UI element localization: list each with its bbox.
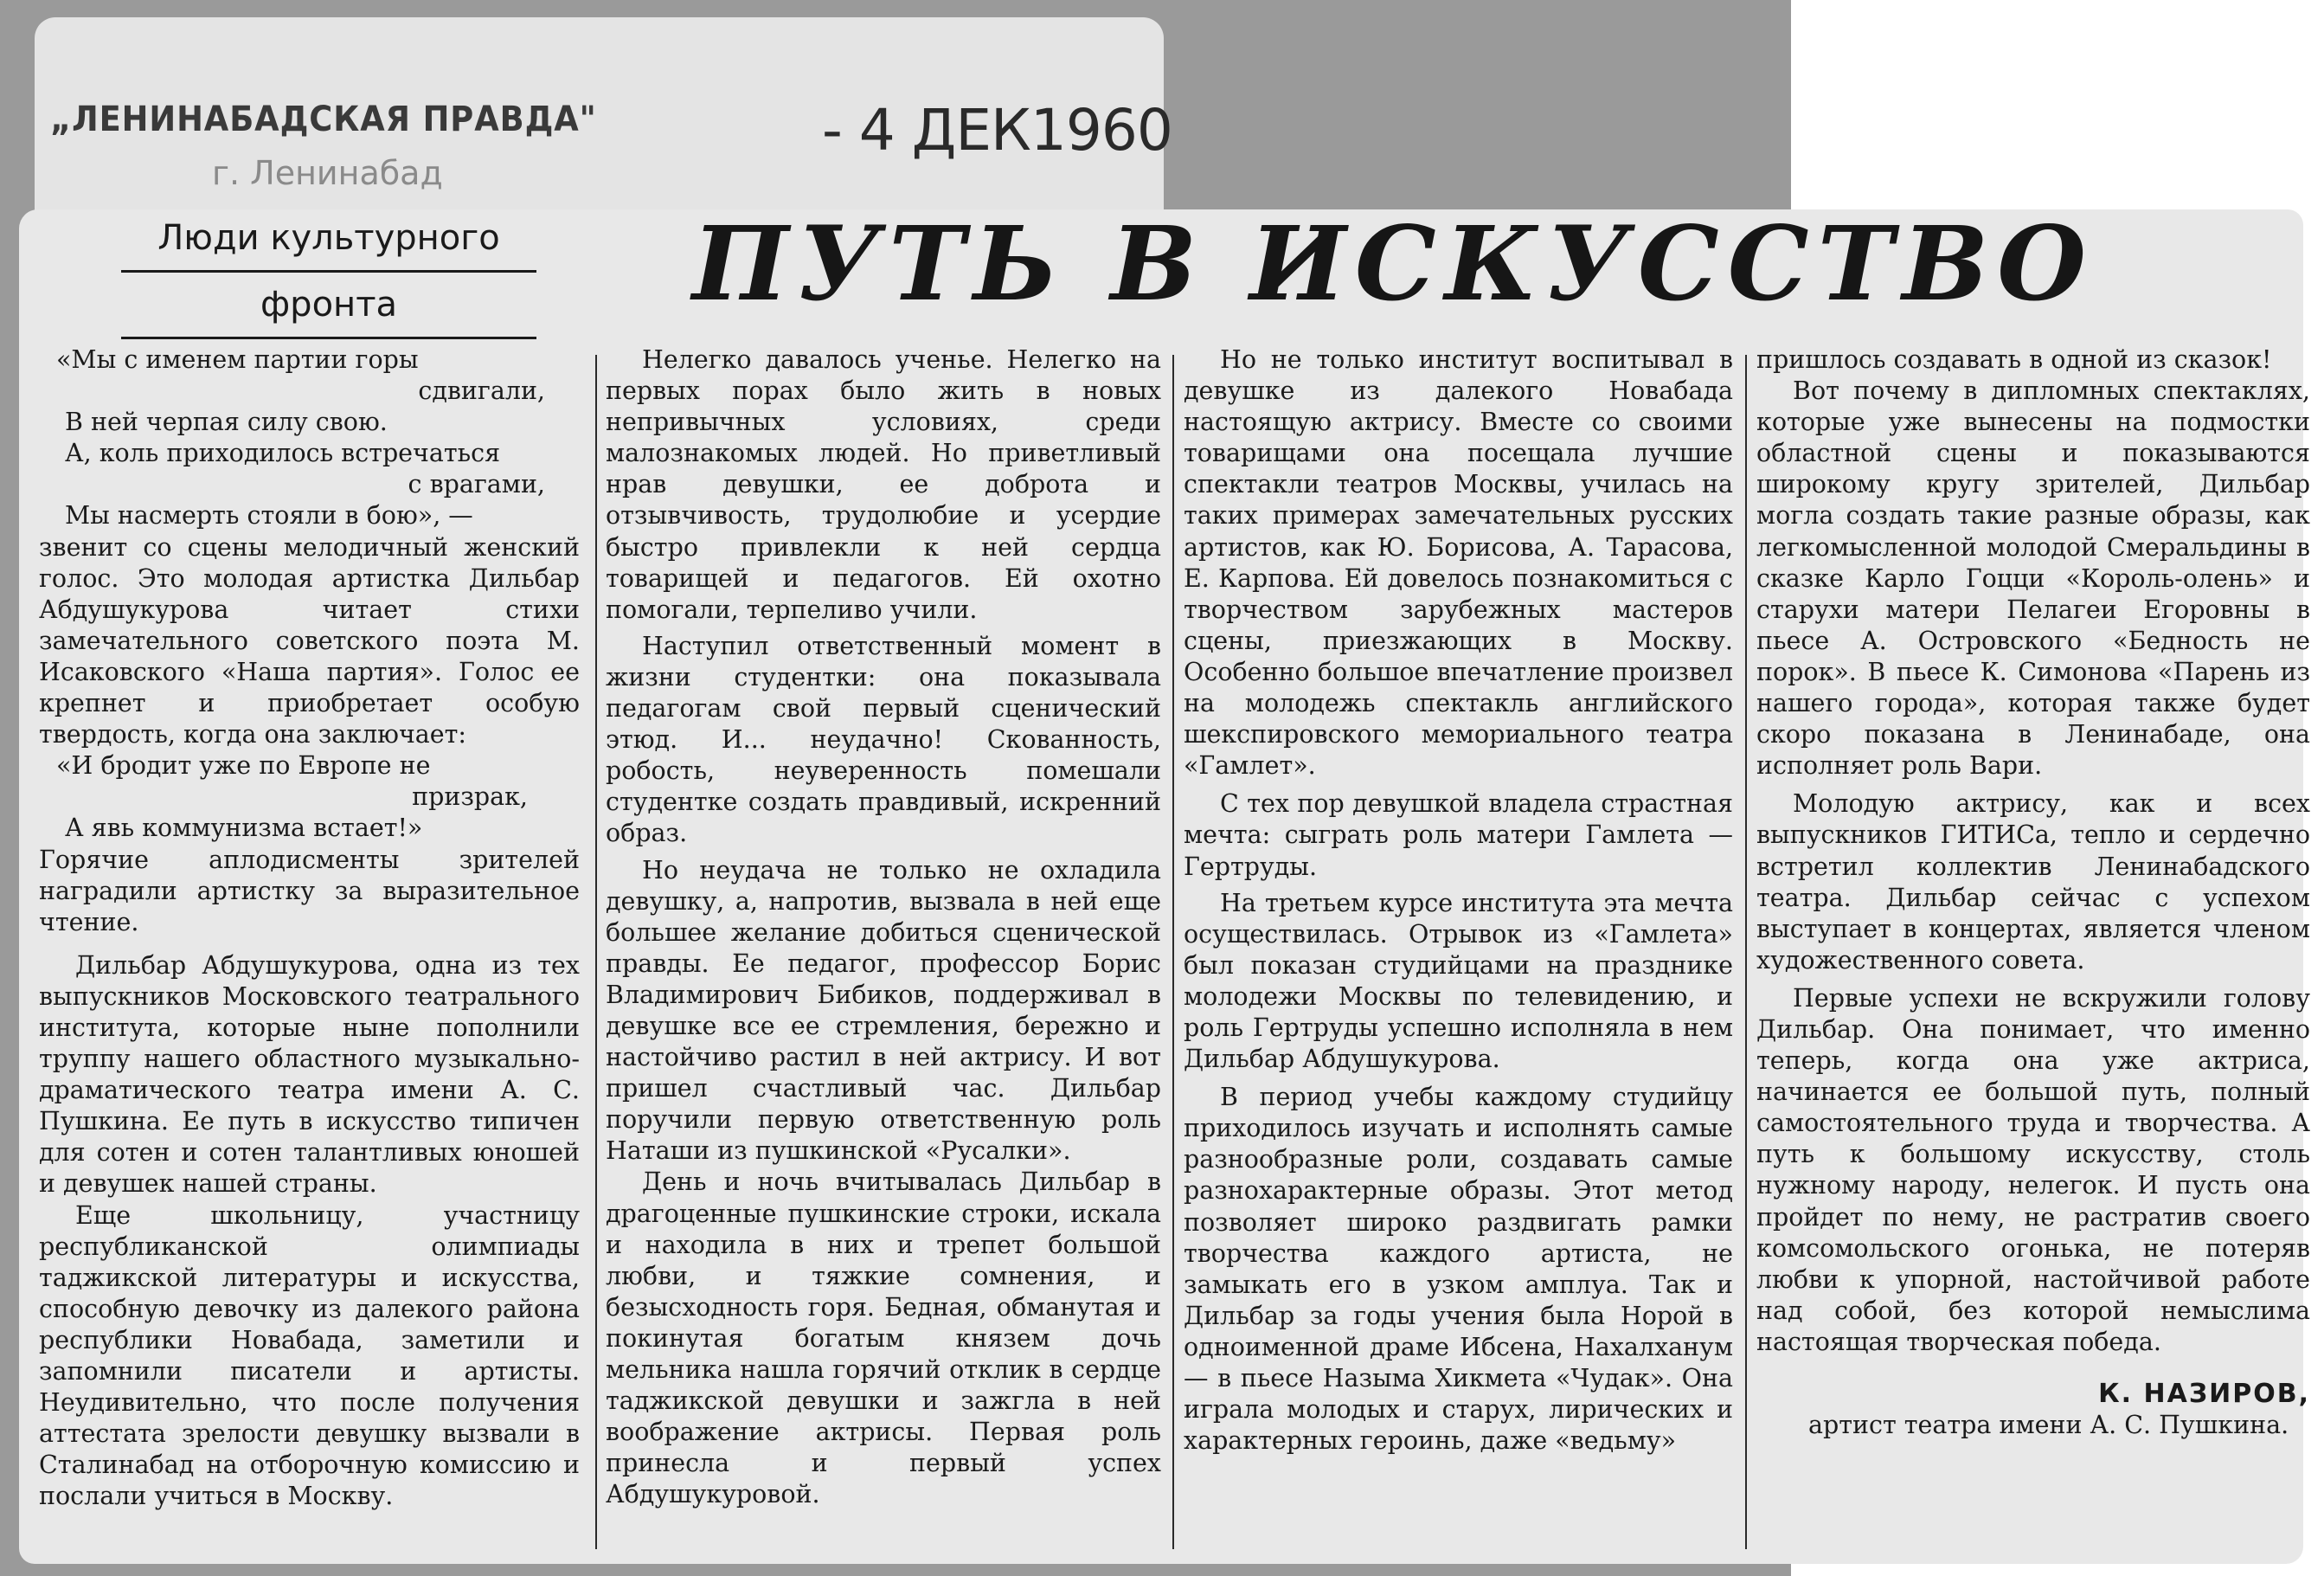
- paragraph: Нелегко давалось ученье. Нелегко на первых порах было жить в новых непривычных условиях, среди малознакомых людей. Но приветливый нрав девушки, ее доброта и отзывчивость, трудолюбие и усердие быстро привлекли к ней сердца товарищей и педагогов. Ей охотно помогали, терпеливо учили.: [606, 345, 1161, 624]
- paragraph: Первые успехи не вскружили голову Дильбар. Она понимает, что именно теперь, когда она уже актриса, начинается ее большой путь, полный самостоятельного труда и творчества. А путь к большому искусству, столь нужному народу, нелегок. И пусть она пройдет по нему, не растратив своего комсомольского огонька, не потеряв любви к упорной, настойчивой работе над собой, без которой немыслима настоящая творческая победа.: [1756, 983, 2310, 1356]
- column-divider: [1745, 355, 1747, 1549]
- poem-line: А, коль приходилось встречаться: [65, 439, 501, 468]
- date-stamp: - 4 ДЕК1960: [822, 97, 1172, 164]
- paragraph: Горячие аплодисменты зрителей наградили артистку за выразительное чтение.: [39, 845, 580, 936]
- article-column-1: [39, 344, 580, 1512]
- poem-line: В ней черпая силу свою.: [65, 408, 388, 437]
- paragraph: Молодую актрису, как и всех выпускников ГИТИСа, тепло и сердечно встретил коллектив Ленинабадского театра. Дильбар сейчас с успехом выступает в концертах, является членом художественного совета.: [1756, 789, 2310, 975]
- rubric: [104, 206, 554, 339]
- article-headline: ПУТЬ В ИСКУССТВО: [692, 203, 2095, 324]
- paragraph: В период учебы каждому студийцу приходилось изучать и исполнять самые разнообразные роли, создавать самые разнохарактерные образы. Этот метод позволяет широко раздвигать рамки творчества каждого артиста, не замыкать его в узком амплуа. Так и Дильбар за годы учения была Норой в одноименной драме Ибсена, Нахалханум — в пьесе Назыма Хикмета «Чудак». Она играла молодых и старух, лирических и характерных героинь, даже «ведьму»: [1184, 1083, 1733, 1456]
- poem-line: «Мы с именем партии горы: [56, 345, 419, 374]
- poem-line: Мы насмерть стояли в бою», —: [65, 501, 473, 531]
- paragraph: Дильбар Абдушукурова, одна из тех выпускников Московского театрального института, которые ныне пополнили труппу нашего областного музыкально-драматического театра имени А. С. Пушкина. Ее путь в искусство типичен для сотен и сотен талантливых юношей и девушек нашей страны.: [39, 950, 580, 1199]
- poem-line: «И бродит уже по Европе не: [56, 751, 431, 781]
- author-role: артист театра имени А. С. Пушкина.: [1808, 1411, 2289, 1440]
- paragraph: Еще школьницу, участницу республиканской олимпиады таджикской литературы и искусства, способную девочку из далекого района республики Новабада, заметили и запомнили писатели и артисты. Неудивительно, что после получения аттестата зрелости девушку вызвали в Сталинабад на отборочную комиссию и послали учиться в Москву.: [39, 1200, 580, 1511]
- paragraph: пришлось создавать в одной из сказок!: [1756, 345, 2272, 374]
- paragraph: Вот почему в дипломных спектаклях, которые уже вынесены на подмостки областной сцены и показываются широкому кругу зрителей, Дильбар могла создать такие разные образы, как легкомысленной молодой Смеральдины в сказке Карло Гоцци «Король-олень» и старухи матери Пелагеи Егоровны в пьесе А. Островского «Бедность не порок». В пьесе К. Симонова «Парень из нашего города», которая также будет скоро показана в Ленинабаде, она исполняет роль Вари.: [1756, 376, 2310, 781]
- paragraph: День и ночь вчитывалась Дильбар в драгоценные пушкинские строки, искала и находила в них и трепет большой любви, и тяжкие сомнения, и безысходность горя. Бедная, обманутая и покинутая богатым князем дочь мельника нашла горячий отклик в сердце таджикской девушки и зажгла в ней воображение актрисы. Первая роль принесла и первый успех Абдушукуровой.: [606, 1168, 1161, 1509]
- poem-line: призрак,: [412, 782, 528, 812]
- paragraph: звенит со сцены мелодичный женский голос. Это молодая артистка Дильбар Абдушукурова читает стихи замечательного советского поэта М. Исаковского «Наша партия». Голос ее крепнет и приобретает особую твердость, когда она заключает:: [39, 532, 580, 749]
- paragraph: Но неудача не только не охладила девушку, а, напротив, вызвала в ней еще большее желание добиться сценической правды. Ее педагог, профессор Борис Владимирович Бибиков, поддерживал в девушке все ее стремления, бережно и настойчиво растил в ней актрису. И вот пришел счастливый час. Дильбар поручили первую ответственную роль Наташи из пушкинской «Русалки».: [606, 855, 1161, 1166]
- column-divider: [595, 355, 597, 1549]
- rubric-line-2: фронта: [260, 285, 398, 325]
- paragraph: С тех пор девушкой владела страстная мечта: сыграть роль матери Гамлета — Гертруды.: [1184, 789, 1733, 881]
- article-column-2: [606, 344, 1161, 1510]
- rubric-line-1: Люди культурного: [157, 218, 500, 258]
- paragraph: Но не только институт воспитывал в девушке из далекого Новабада настоящую актрису. Вместе со своими товарищами она посещала лучшие спектакли театров Москвы, училась на таких примерах замечательных русских артистов, как Ю. Борисова, А. Тарасова, Е. Карпова. Ей довелось познакомиться с творчеством зарубежных мастеров сцены, приезжающих в Москву. Особенно большое впечатление произвел на молодежь спектакль английского шекспировского мемориального театра «Гамлет».: [1184, 345, 1733, 781]
- paragraph: Наступил ответственный момент в жизни студентки: она показывала педагогам свой первый сценический этюд. И... неудачно! Скованность, робость, неуверенность помешали студентке создать правдивый, искренний образ.: [606, 631, 1161, 848]
- column-divider: [1172, 355, 1174, 1549]
- newspaper-masthead: „ЛЕНИНАБАДСКАЯ ПРАВДА": [50, 100, 597, 139]
- city-stamp: г. Ленинабад: [212, 154, 443, 192]
- author-name: К. НАЗИРОВ,: [2098, 1379, 2310, 1409]
- article-column-4: [1756, 344, 2310, 1441]
- article-column-3: [1184, 344, 1733, 1457]
- poem-line: с врагами,: [408, 470, 545, 499]
- poem-line: сдвигали,: [418, 376, 545, 406]
- rubric-rule-bottom: [121, 337, 536, 339]
- poem-line: А явь коммунизма встает!»: [65, 814, 423, 843]
- paragraph: На третьем курсе института эта мечта осуществилась. Отрывок из «Гамлета» был показан студийцами на празднике молодежи Москвы по телевидению, и роль Гертруды успешно исполняла в нем Дильбар Абдушукурова.: [1184, 888, 1733, 1074]
